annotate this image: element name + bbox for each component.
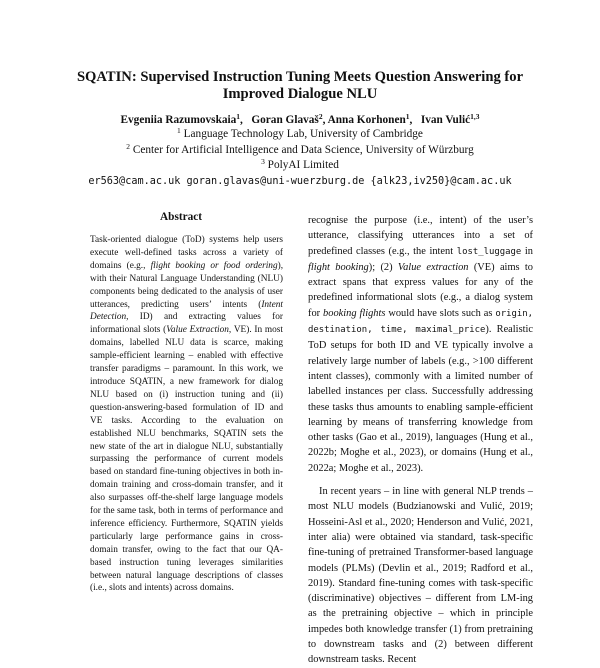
body-emphasis: Value extraction xyxy=(397,261,469,273)
abstract-span: ), with their Natural Language Understanding (NLU) components being dedicated to the analysis of user utterances, predicting users’ intents ( xyxy=(90,260,284,310)
affiliation-number: 2 xyxy=(126,142,131,151)
affiliation-number: 1 xyxy=(177,126,181,135)
abstract-emphasis: Intent Detection xyxy=(90,299,283,323)
affiliation-line xyxy=(60,158,540,172)
body-column-right xyxy=(308,213,534,666)
author-name: Anna Korhonen xyxy=(327,114,406,126)
body-span: (VE) aims to extract spans that express values for any of the predefined informational slots (e.g., a dialog system for xyxy=(308,261,533,319)
author-affiliation-mark: 1 xyxy=(405,112,410,121)
body-span: ); (2) xyxy=(368,261,398,273)
author-list: Evgeniia Razumovskaia$^1$, Goran Glavaš$^2$, Anna Korhonen$^1$, Ivan Vulić$^{1,3}$ xyxy=(120,112,480,126)
affiliation-line xyxy=(60,143,540,157)
body-span: would have slots such as xyxy=(385,307,496,319)
body-paragraph xyxy=(308,213,533,476)
body-emphasis: booking flights xyxy=(323,307,386,319)
author-affiliation-mark: 2 xyxy=(318,112,323,121)
body-span: ). Realistic ToD setups for both ID and VE typically involve a relatively large number of labels (e.g., >100 different intent classes), commonly with a limited number of labelled instances per class. Successfully addressing these tasks thus amounts to enabling sample-efficient learning by means of transferring knowledge from other tasks (Gao et al., 2019), languages (Hung et al., 2022b; Moghe et al., 2023), or domains (Hung et al., 2022a; Moghe et al., 2023). xyxy=(308,324,534,474)
code-term: lost_luggage xyxy=(456,246,522,257)
body-span: in xyxy=(521,245,534,257)
affiliation-number: 3 xyxy=(261,157,265,166)
paper-title: SQATIN: Supervised Instruction Tuning Meets Question Answering for Improved Dialogue NLU xyxy=(76,69,524,102)
author-affiliation-mark: 1 xyxy=(236,112,241,121)
abstract-emphasis: Value Extraction xyxy=(166,325,229,336)
affiliation-text: Center for Artificial Intelligence and Data Science, University of Würzburg xyxy=(132,144,474,156)
abstract-emphasis: or xyxy=(205,260,224,271)
abstract-span: Task-oriented dialogue (ToD) systems help users execute well-defined tasks across a variety of domains (e.g., xyxy=(90,235,283,271)
body-paragraph: In recent years – in line with general NLP trends – most NLU models (Budzianowski and Vulić, 2019; Hosseini-Asl et al., 2020; Henderson and Vulić, 2021, inter alia) were obtained via standard, task-specific fine-tuning of pretrained Transformer-based language models (PLMs) (Devlin et al., 2019; Radford et al., 2019). Standard fine-tuning comes with task-specific (discriminative) objectives – different from LM-ing as the pretraining objective – which in principle impedes both knowledge transfer (1) from pretraining to downstream tasks and (2) between different downstream tasks. Recent xyxy=(308,486,533,666)
affiliation-text: PolyAI Limited xyxy=(267,159,339,171)
author-affiliation-mark: 1,3 xyxy=(470,112,480,121)
author-name: Goran Glavaš xyxy=(251,114,319,126)
abstract-heading: Abstract xyxy=(160,211,203,223)
author-name: Evgeniia Razumovskaia xyxy=(120,114,237,126)
author-name: Ivan Vulić xyxy=(420,114,471,126)
abstract-text xyxy=(90,234,283,600)
body-span: recognise the purpose (i.e., intent) of the user’s utterance, classifying utterances into a set of predefined classes (e.g., the intent xyxy=(308,215,533,257)
affiliation-line xyxy=(60,127,540,141)
author-emails: er563@cam.ac.uk goran.glavas@uni-wuerzburg.de {alk23,iv250}@cam.ac.uk xyxy=(88,176,512,187)
abstract-emphasis: food ordering xyxy=(223,260,278,271)
affiliation-text: Language Technology Lab, University of Cambridge xyxy=(183,128,423,140)
body-emphasis: flight booking xyxy=(308,261,369,273)
code-term: origin, destination, time, maximal_price xyxy=(308,308,534,336)
abstract-span: , ID) and extracting values for informational slots ( xyxy=(90,312,283,336)
abstract-emphasis: flight booking xyxy=(150,260,206,271)
abstract-span: , VE). In most domains, labelled NLU data is scarce, making sample-efficient learning – enabled with effective transfer paradigms – paramount. In this work, we introduce SQATIN, a new framework for dialog NLU based on (i) instruction tuning and (ii) question-answering-based formulation of ID and VE tasks. According to the evaluation on established NLU benchmarks, SQATIN sets the new state of the art in dialogue NLU, substantially surpassing the performance of current models based on standard fine-tuning objectives in both in-domain training and cross-domain transfer, and it also surpasses off-the-shelf large language models for the same task, both in terms of performance and inference efficiency. Furthermore, SQATIN yields particularly large performance gains in cross-domain transfer, owing to the fact that our QA-based instruction tuning leverages similarities between natural language descriptions of classes (i.e., slots and intents) across domains. xyxy=(90,325,283,594)
